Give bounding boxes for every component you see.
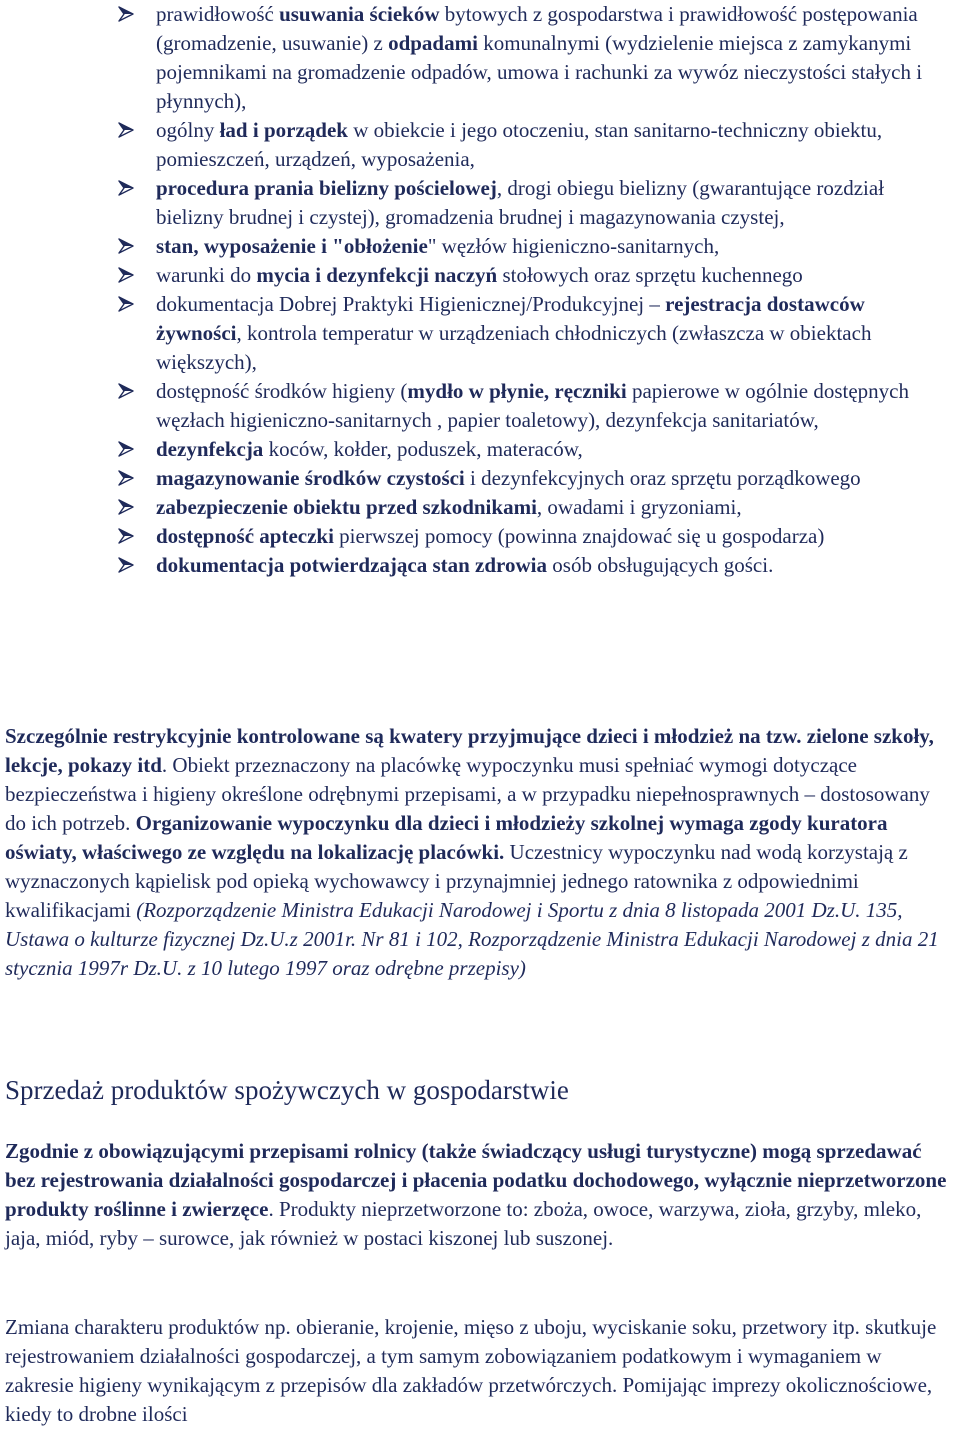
checklist-item [0, 0, 960, 116]
emphasis-text: rejestracja dostawców żywności [156, 292, 865, 345]
item-text: koców, kołder, poduszek, materaców, [263, 437, 583, 461]
item-text: w obiekcie i jego otoczeniu, stan sanitarno-techniczny obiektu, pomieszczeń, urządzeń, wyposażenia, [156, 118, 883, 171]
emphasis-text: mycia i dezynfekcji naczyń [256, 263, 498, 287]
emphasis-text: zabezpieczenie obiektu przed szkodnikami [156, 495, 537, 519]
checklist-item [0, 377, 960, 435]
emphasis-text: procedura prania bielizny pościelowej [156, 176, 497, 200]
item-text: komunalnymi (wydzielenie miejsca z zamykanymi pojemnikami na gromadzenie odpadów, umowa i rachunki za wywóz nieczystości stałych i płynnych), [156, 31, 923, 113]
emphasis-text: dezynfekcja [156, 437, 264, 461]
emphasis-text: dostępność apteczki [156, 524, 334, 548]
emphasis-text: mydło w płynie, ręczniki [407, 379, 627, 403]
emphasis-text: magazynowanie środków czystości [156, 466, 465, 490]
emphasis-text: odpadami [388, 31, 478, 55]
checklist-item [0, 464, 960, 493]
arrowhead-bullet-icon [118, 122, 134, 138]
emphasis-text: usuwania ścieków [279, 2, 440, 26]
emphasis-text: Zgodnie z obowiązującymi przepisami rolnicy (także świadczący usługi turystyczne) mogą sprzedawać bez rejestrowania działalności gospodarczej i płacenia podatku dochodowego, wyłącznie nieprzetworzone produkty roślinne i zwierzęce [5, 1139, 947, 1221]
item-text: , drogi obiegu bielizny (gwarantujące rozdział bielizny brudnej i czystej), gromadzenia brudnej i magazynowania czystej, [156, 176, 885, 229]
arrowhead-bullet-icon [118, 6, 134, 22]
emphasis-text: Organizowanie wypoczynku dla dzieci i młodzieży szkolnej wymaga zgody kuratora oświaty, właściwego ze względu na lokalizację placówki. [5, 811, 888, 864]
body-text: . Produkty nieprzetworzone to: zboża, owoce, warzywa, zioła, grzyby, mleko, jaja, miód, ryby – surowce, jak również w postaci kiszonej lub suszonej. [5, 1197, 922, 1250]
arrowhead-bullet-icon [118, 499, 134, 515]
emphasis-text: ład i porządek [219, 118, 348, 142]
item-text: bytowych z gospodarstwa i prawidłowość postępowania (gromadzenie, usuwanie) z [156, 2, 918, 55]
body-text: Uczestnicy wypoczynku nad wodą korzystają z wyznaczonych kąpielisk pod opieką wychowawcy i przynajmniej jednego ratownika z odpowiednimi kwalifikacjami [5, 840, 908, 922]
body-text: . Obiekt przeznaczony na placówkę wypoczynku musi spełniać wymogi dotyczące bezpieczeństwa i higieny określone odrębnymi przepisami, a w przypadku niepełnosprawnych – dostosowany do ich potrzeb. [5, 753, 930, 835]
checklist-item [0, 174, 960, 232]
checklist-item [0, 551, 960, 580]
item-text: ogólny [156, 118, 220, 142]
arrowhead-bullet-icon [118, 296, 134, 312]
checklist-item [0, 261, 960, 290]
arrowhead-bullet-icon [118, 528, 134, 544]
item-text: prawidłowość [156, 2, 280, 26]
item-text: " węzłów higieniczno-sanitarnych, [427, 234, 720, 258]
checklist-item [0, 116, 960, 174]
arrowhead-bullet-icon [118, 441, 134, 457]
checklist-item [0, 232, 960, 261]
arrowhead-bullet-icon [118, 557, 134, 573]
inspection-checklist [0, 0, 960, 580]
paragraph-food-sales [5, 1137, 953, 1253]
arrowhead-bullet-icon [118, 180, 134, 196]
item-text: warunki do [156, 263, 257, 287]
item-text: , owadami i gryzoniami, [536, 495, 742, 519]
arrowhead-bullet-icon [118, 470, 134, 486]
item-text: stołowych oraz sprzętu kuchennego [497, 263, 803, 287]
legal-reference-text: (Rozporządzenie Ministra Edukacji Narodowej i Sportu z dnia 8 listopada 2001 Dz.U. 135, Ustawa o kulturze fizycznej Dz.U.z 2001r. Nr 81 i 102, Rozporządzenie Ministra Edukacji Narodowej z dnia 21 stycznia 1997r Dz.U. z 10 lutego 1997 oraz odrębne przepisy) [5, 898, 939, 980]
item-text: , kontrola temperatur w urządzeniach chłodniczych (zwłaszcza w obiektach większych), [156, 321, 872, 374]
checklist-item [0, 522, 960, 551]
checklist-item [0, 435, 960, 464]
arrowhead-bullet-icon [118, 267, 134, 283]
paragraph-product-processing: Zmiana charakteru produktów np. obieranie, krojenie, mięso z uboju, wyciskanie soku, przetwory itp. skutkuje rejestrowaniem działalności gospodarczej, a tym samym zobowiązaniem podatkowym i wymaganiem w zakresie higieny wynikającym z przepisów dla zakładów przetwórczych. Pomijając imprezy okolicznościowe, kiedy to drobne ilości [5, 1315, 937, 1426]
item-text: i dezynfekcyjnych oraz sprzętu porządkowego [464, 466, 861, 490]
checklist-item [0, 493, 960, 522]
emphasis-text: stan, wyposażenie i "obłożenie [156, 234, 428, 258]
arrowhead-bullet-icon [118, 383, 134, 399]
checklist-item [0, 290, 960, 377]
emphasis-text: dokumentacja potwierdzająca stan zdrowia [156, 553, 548, 577]
section-heading: Sprzedaż produktów spożywczych w gospodarstwie [5, 1075, 569, 1105]
item-text: osób obsługujących gości. [547, 553, 774, 577]
arrowhead-bullet-icon [118, 238, 134, 254]
emphasis-text: Szczególnie restrykcyjnie kontrolowane są kwatery przyjmujące dzieci i młodzież na tzw. zielone szkoły, lekcje, pokazy itd [5, 724, 934, 777]
paragraph-children-lodging [5, 722, 953, 983]
item-text: papierowe w ogólnie dostępnych węzłach higieniczno-sanitarnych , papier toaletowy), dezynfekcja sanitariatów, [156, 379, 909, 432]
item-text: dostępność środków higieny ( [156, 379, 408, 403]
item-text: dokumentacja Dobrej Praktyki Higienicznej/Produkcyjnej – [156, 292, 666, 316]
item-text: pierwszej pomocy (powinna znajdować się u gospodarza) [333, 524, 825, 548]
